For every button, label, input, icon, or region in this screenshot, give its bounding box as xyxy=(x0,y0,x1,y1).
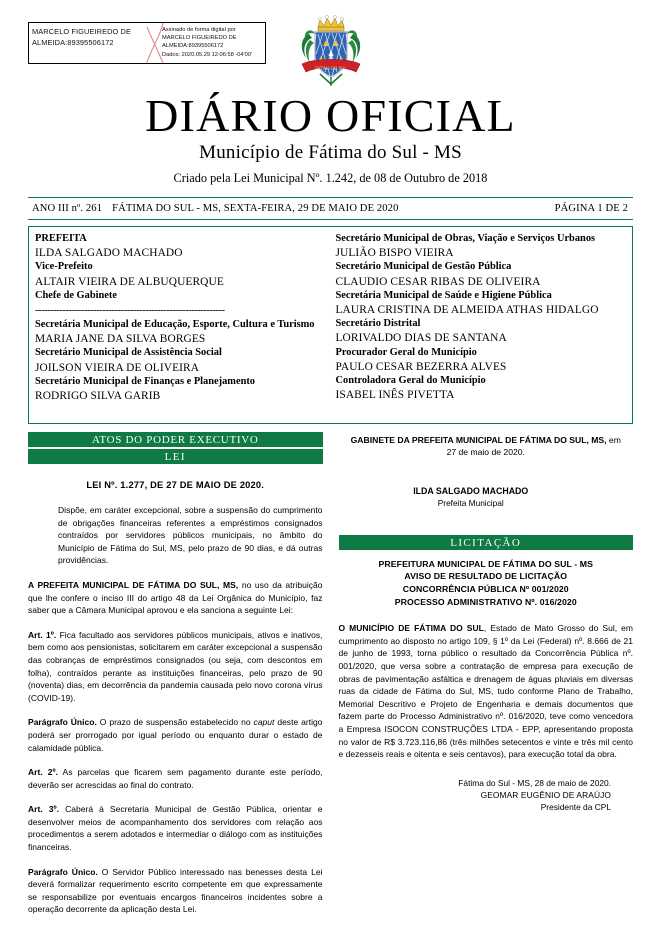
gabinete-heading-bold: GABINETE DA PREFEITA MUNICIPAL DE FÁTIMA DO SUL, MS, xyxy=(350,435,607,445)
law-paragraph-unico-2 xyxy=(28,866,323,916)
law-paragraph-unico-1-post: deste artigo poderá ser prorrogado por igual período ou enquanto durar o estado de calamidade pública. xyxy=(28,717,323,753)
officials-divider: -------------------------------------------------------------- xyxy=(35,305,225,317)
issue-location-date: FÁTIMA DO SUL - MS, SEXTA-FEIRA, 29 DE MAIO DE 2020 xyxy=(112,203,399,214)
official-name: ISABEL INÊS PIVETTA xyxy=(335,389,455,402)
column-left xyxy=(28,432,323,928)
official-name: MARIA JANE DA SILVA BORGES xyxy=(35,333,206,346)
mayor-signature-block xyxy=(339,485,634,509)
masthead-subtitle: Município de Fátima do Sul - MS xyxy=(199,142,462,163)
signature-meta-line-2: MARCELO FIGUEIREDO DE xyxy=(162,35,237,42)
law-article-3 xyxy=(28,803,323,853)
licitacao-body-bold: O MUNICÍPIO DE FÁTIMA DO SUL xyxy=(338,623,484,634)
coat-of-arms-icon xyxy=(296,14,366,90)
official-role: Procurador Geral do Município xyxy=(335,346,477,358)
official-name: RODRIGO SILVA GARIB xyxy=(35,390,161,403)
official-role: Secretário Municipal de Obras, Viação e Serviços Urbanos xyxy=(335,233,596,244)
law-paragraph-unico-2-text: O Servidor Público interessado nas benesses desta Lei deverá formalizar requerimento escrito competente em que expressamente se responsabilize por eventuais encargos financeiros incidentes sobre a operação decorrente da aplicação desta Lei. xyxy=(28,866,323,915)
officials-column-right xyxy=(332,232,629,419)
official-role: Secretário Municipal de Gestão Pública xyxy=(335,261,512,273)
law-preamble-rest: no uso da atribuição que lhe confere o inciso III do artigo 48 da Lei Orgânica do Município, faz saber que a Câmara Municipal aprovou e ela sanciona a seguinte Lei: xyxy=(28,579,323,616)
law-article-2 xyxy=(28,766,323,791)
banner-atos-poder-executivo: ATOS DO PODER EXECUTIVO xyxy=(28,432,323,447)
page-indicator: PÁGINA 1 DE 2 xyxy=(554,203,628,214)
licitacao-body-rest: , Estado de Mato Grosso do Sul, em cumprimento ao disposto no artigo 109, § 1º da Lei (Federal) nº. 8.666 de 21 de junho de 1993, torna público o resultado da Concorrência Pública nº. 001/2020, que versa sobre a contratação de empresa para execução de obras de pavimentação asfáltica e drenagem de águas pluviais em diversas ruas da cidade de Fátima do Sul, MS, tudo conforme Plano de Trabalho, Memorial Descritivo e Projeto de Engenharia e demais documentos que fazem parte do Processo Administrativo nº. 016/2020, teve como vencedora a Empresa ISOCON CONSTRUÇÕES LTDA - EPP, apresentando proposta no valor de R$ 3.723.116,86 (três milhões setecentos e vinte e três mil cento e dezesseis reais e oitenta e seis centavos), para execução total da obra. xyxy=(338,623,633,760)
digital-signature-stamp xyxy=(28,22,266,64)
banner-lei: LEI xyxy=(28,449,323,464)
law-article-1-text: Fica facultado aos servidores públicos municipais, ativos e inativos, bem como aos pensionistas, solicitarem em caráter excepcional a suspensão das cobranças de empréstimos consignados (ou seja, com descontos em folha), contraídos perante as instituições financeiras, pelo prazo de 90 (noventa) dias, em decorrência da pandemia causada pelo novo corona vírus (COVID-19). xyxy=(28,629,323,703)
law-article-3-text: Caberá à Secretaria Municipal de Gestão Pública, orientar e desenvolver meios de acompanhamento dos servidores com relação aos procedimentos a serem adotados e intermediar o diálogo com as instituições financeiras. xyxy=(28,804,323,853)
law-paragraph-unico-1-italic: caput xyxy=(253,717,275,728)
law-paragraph-unico-1-pre: O prazo de suspensão estabelecido no xyxy=(96,717,254,728)
official-name: ALTAIR VIEIRA DE ALBUQUERQUE xyxy=(35,275,224,288)
law-preamble xyxy=(28,579,323,617)
signature-metadata xyxy=(162,23,265,63)
official-name: JOILSON VIEIRA DE OLIVEIRA xyxy=(35,361,200,374)
masthead-creation-law: Criado pela Lei Municipal Nº. 1.242, de 08 de Outubro de 2018 xyxy=(173,171,488,185)
official-role: Secretário Municipal de Finanças e Planejamento xyxy=(35,375,256,387)
official-name: JULIÃO BISPO VIEIRA xyxy=(335,247,454,260)
official-name: LORIVALDO DIAS DE SANTANA xyxy=(335,332,507,345)
official-name: PAULO CESAR BEZERRA ALVES xyxy=(335,360,507,373)
column-right xyxy=(339,432,634,928)
law-article-1 xyxy=(28,629,323,705)
official-role: Secretário Municipal de Assistência Social xyxy=(35,347,222,359)
signature-signer-name: MARCELO FIGUEIREDO DE ALMEIDA:89395506172 xyxy=(32,27,132,47)
issue-info-left xyxy=(28,203,398,214)
licitacao-heading-line-4: PROCESSO ADMINISTRATIVO Nº. 016/2020 xyxy=(394,596,577,607)
mayor-signature-name: ILDA SALGADO MACHADO xyxy=(413,485,529,496)
official-name: LAURA CRISTINA DE ALMEIDA ATHAS HIDALGO xyxy=(335,304,599,317)
officials-column-left xyxy=(35,232,332,419)
body-columns xyxy=(28,432,633,928)
licitacao-heading-line-1: PREFEITURA MUNICIPAL DE FÁTIMA DO SUL - MS xyxy=(378,558,593,569)
licitacao-heading-line-3: CONCORRÊNCIA PÚBLICA Nº 001/2020 xyxy=(402,584,569,594)
official-role: Secretário Distrital xyxy=(335,318,421,330)
official-name: ILDA SALGADO MACHADO xyxy=(35,247,183,260)
signature-meta-line-1: Assinado de forma digital por xyxy=(162,27,236,33)
law-article-2-label: Art. 2º. xyxy=(28,767,58,778)
law-paragraph-unico-2-label: Parágrafo Único. xyxy=(28,866,98,877)
law-article-3-label: Art. 3º. xyxy=(28,804,60,815)
licitacao-heading-line-2: AVISO DE RESULTADO DE LICITAÇÃO xyxy=(404,571,568,582)
official-role: PREFEITA xyxy=(35,233,87,244)
official-role: Controladora Geral do Município xyxy=(335,375,486,387)
law-paragraph-unico-1-label: Parágrafo Único. xyxy=(28,717,97,728)
officials-box xyxy=(28,226,633,424)
official-name: CLAUDIO CESAR RIBAS DE OLIVEIRA xyxy=(335,275,541,288)
official-role: Vice-Prefeito xyxy=(35,261,93,273)
banner-licitacao: LICITAÇÃO xyxy=(339,535,634,550)
law-ementa: Dispõe, em caráter excepcional, sobre a suspensão do cumprimento de obrigações financeiras referentes a empréstimos consignados contraídos por servidores públicos municipais, no âmbito do Município de Fátima do Sul, MS, pelo prazo de 90 dias, e dá outras providências. xyxy=(58,505,323,566)
official-role: Secretária Municipal de Saúde e Higiene Pública xyxy=(335,289,552,301)
signature-flourish-icon xyxy=(146,23,162,63)
licitacao-closing-role: Presidente da CPL xyxy=(540,802,611,813)
issue-info-bar xyxy=(28,197,633,220)
law-paragraph-unico-1 xyxy=(28,716,323,754)
gabinete-heading-rest: em 27 de maio de 2020. xyxy=(446,435,621,458)
law-article-2-text: As parcelas que ficarem sem pagamento durante este período, deverão ser acrescidas ao final do contrato. xyxy=(28,767,323,790)
licitacao-body xyxy=(339,622,634,761)
page-title: DIÁRIO OFICIAL xyxy=(145,90,516,141)
licitacao-closing-block xyxy=(339,777,634,814)
licitacao-closing-name: GEOMAR EUGÊNIO DE ARAÚJO xyxy=(480,789,611,800)
official-role: Secretária Municipal de Educação, Esporte, Cultura e Turismo xyxy=(35,319,315,331)
svg-text:FATIMA DO SUL: FATIMA DO SUL xyxy=(314,65,347,71)
signature-meta-line-3: ALMEIDA:89395506172 xyxy=(162,43,224,50)
official-role: Chefe de Gabinete xyxy=(35,289,117,301)
mayor-signature-role: Prefeita Municipal xyxy=(437,497,504,508)
law-preamble-bold: A PREFEITA MUNICIPAL DE FÁTIMA DO SUL, MS, xyxy=(28,579,239,590)
signature-meta-line-4: Dados: 2020.05.29 12:06:58 -04'00' xyxy=(162,51,253,58)
issue-year-number: ANO III nº. 261 xyxy=(32,203,103,214)
law-article-1-label: Art. 1º. xyxy=(28,629,57,640)
licitacao-heading xyxy=(339,558,634,608)
gabinete-heading xyxy=(339,434,634,459)
law-title: LEI Nº. 1.277, DE 27 DE MAIO DE 2020. xyxy=(86,480,265,490)
licitacao-closing-place-date: Fátima do Sul - MS, 28 de maio de 2020. xyxy=(458,777,611,788)
